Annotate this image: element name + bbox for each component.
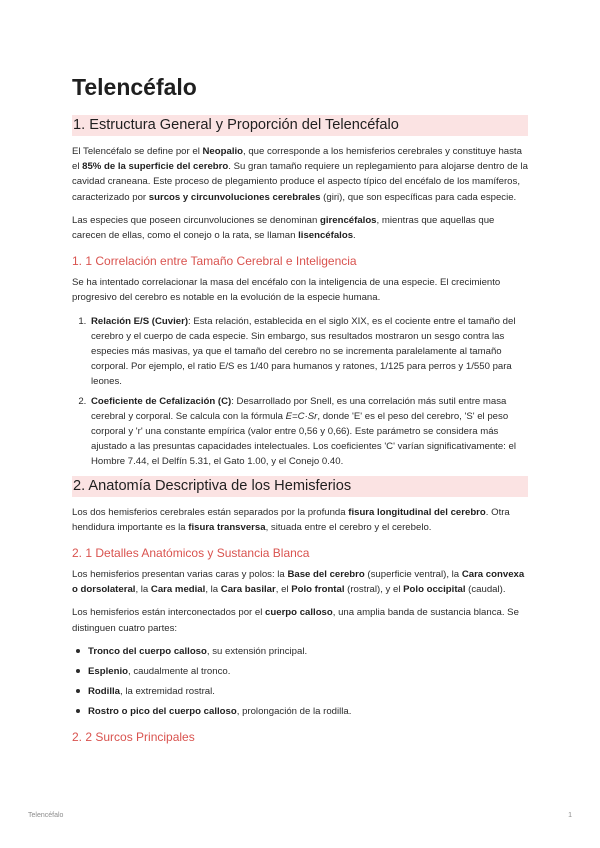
page-footer [28,812,572,819]
list-item: Rodilla, la extremidad rostral. [76,684,528,699]
bullet-icon [76,669,80,673]
bullet-icon [76,649,80,653]
subsection-1-1-intro: Se ha intentado correlacionar la masa del encéfalo con la inteligencia de una especie. El crecimiento progresivo del cerebro es notable en la evolución de la especie humana. [72,277,501,304]
section-1-paragraph-1: El Telencéfalo se define por el Neopalio, que corresponde a los hemisferios cerebrales y constituye hasta el 85% de la superficie del cerebro. Su gran tamaño requiere un replegamiento para alojarse dentro de la cavidad craneana. Este proceso de plegamiento produce el aspecto típico del encéfalo de los mamíferos, caracterizado por surcos y circunvoluciones cerebrales (giri), que son específicas para cada especie. [72,146,528,203]
bullet-list [72,644,528,719]
subsection-2-2-heading: 2. 2 Surcos Principales [72,730,195,745]
bullet-icon [76,709,80,713]
list-item: 2. Coeficiente de Cefalización (C): Desarrollado por Snell, es una correlación más sutil entre masa cerebral y corporal. Se calcula con la fórmula E=C·Sr, donde 'E' es el peso del cerebro, 'S' el peso corporal y 'r' una constante empírica (valor entre 0,56 y 0,66). Este parámetro se considera más ajustado a las presuntas capacidades intelectuales. Los coeficientes 'C' varían significativamente: el Hombre 7.44, el Delfín 5.31, el Gato 1.00, y el Conejo 0.40. [89,394,528,470]
subsection-2-1-paragraph-1: Los hemisferios presentan varias caras y polos: la Base del cerebro (superficie ventral), la Cara convexa o dorsolateral, la Cara medial, la Cara basilar, el Polo frontal (rostral), y el Polo occipital (caudal). [72,569,525,596]
section-2-paragraph-1: Los dos hemisferios cerebrales están separados por la profunda fisura longitudinal del cerebro. Otra hendidura importante es la fisura transversa, situada entre el cerebro y el cerebelo. [72,506,510,533]
list-item: Tronco del cuerpo calloso, su extensión principal. [76,644,528,659]
footer-title: Telencéfalo [28,812,64,819]
page-title: Telencéfalo [72,74,197,100]
subsection-2-1-heading: 2. 1 Detalles Anatómicos y Sustancia Blanca [72,546,310,561]
section-1-heading: 1. Estructura General y Proporción del Telencéfalo [72,115,528,136]
subsection-2-1-paragraph-2: Los hemisferios están interconectados por el cuerpo calloso, una amplia banda de sustancia blanca. Se distinguen cuatro partes: [72,607,519,634]
subsection-1-1-heading: 1. 1 Correlación entre Tamaño Cerebral e Inteligencia [72,254,357,269]
page-number: 1 [568,812,572,819]
numbered-list [72,314,528,470]
bullet-icon [76,689,80,693]
list-item: Rostro o pico del cuerpo calloso, prolongación de la rodilla. [76,704,528,719]
list-item: 1. Relación E/S (Cuvier): Esta relación, establecida en el siglo XIX, es el cociente entre el tamaño del cerebro y el cuerpo de cada especie. Sin embargo, sus resultados mostraron un sesgo contra las especies más masivas, ya que el tamaño del cerebro no se incrementa paralelamente al tamaño corporal. Por ejemplo, el ratio E/S es 1/40 para humanos y ratones, 1/125 para perros y 1/550 para leones. [89,314,528,390]
section-2-heading: 2. Anatomía Descriptiva de los Hemisferios [72,476,528,497]
section-1-paragraph-2: Las especies que poseen circunvoluciones se denominan girencéfalos, mientras que aquellas que carecen de ellas, como el conejo o la rata, se llaman lisencéfalos. [72,214,495,242]
document-page [72,72,528,751]
list-item: Esplenio, caudalmente al tronco. [76,664,528,679]
